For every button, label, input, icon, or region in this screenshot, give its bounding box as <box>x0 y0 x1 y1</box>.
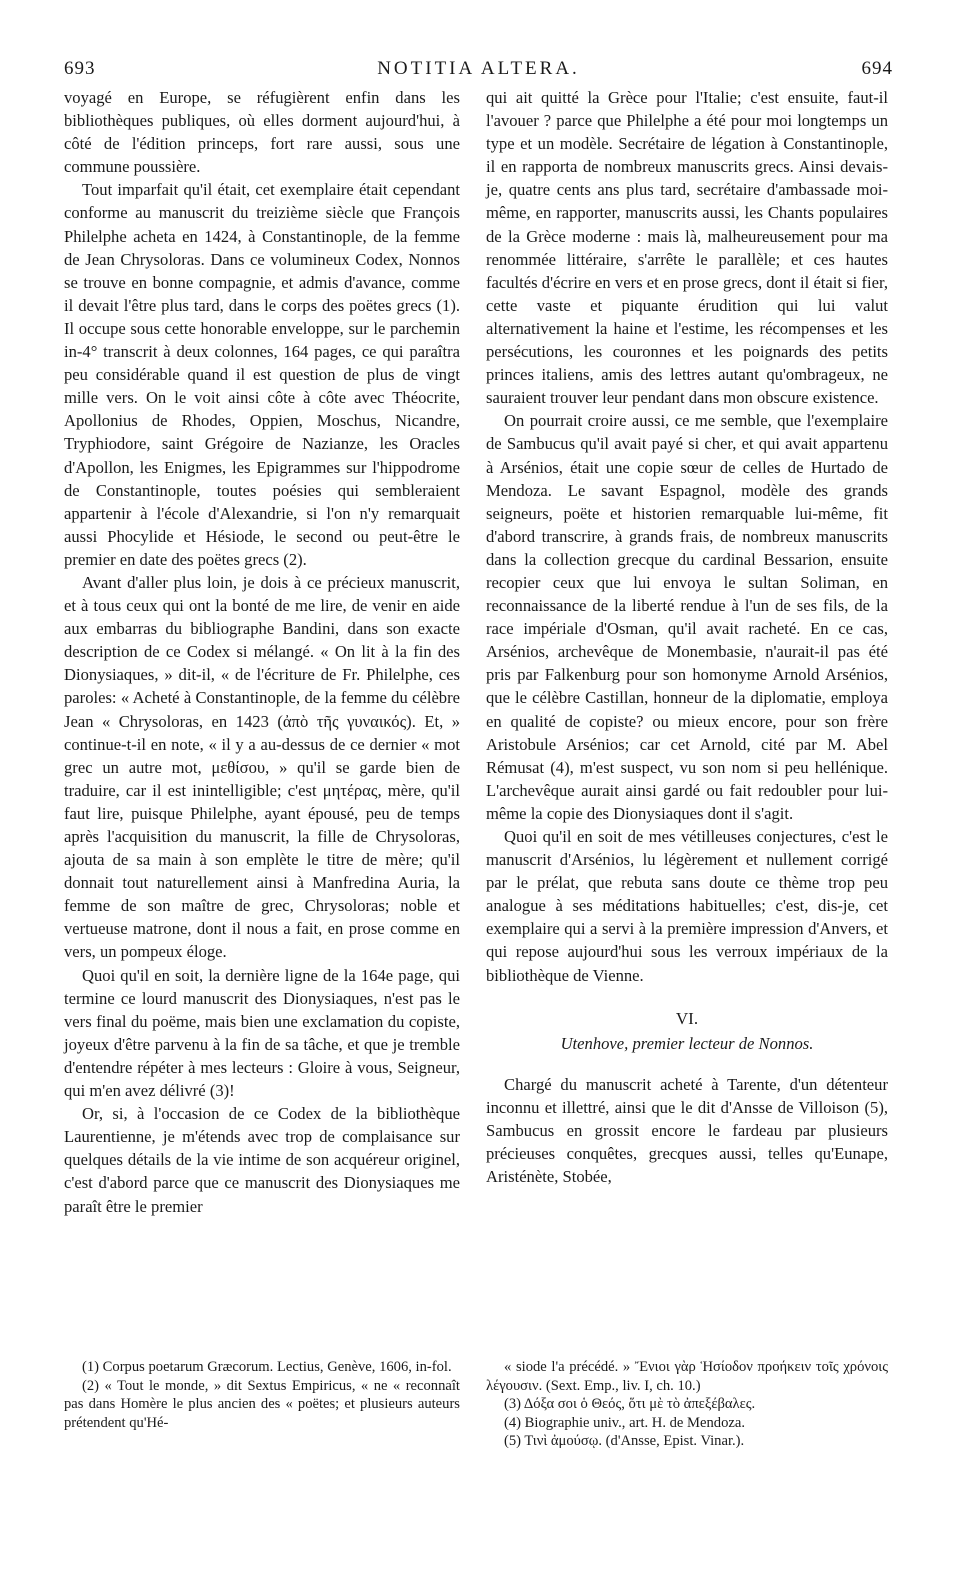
footnote: (3) Δόξα σοι ὁ Θεός, ὅτι μὲ τὸ ἀπεξέβαλες. <box>504 1396 756 1413</box>
paragraph: Or, si, à l'occasion de ce Codex de la bibliothèque Laurentienne, je m'étends avec trop de complaisance sur quelques détails de la vie intime de son acquéreur originel, c'est d'abord parce que ce manuscrit des Dionysiaques me paraît être le premier <box>64 1104 460 1216</box>
footnote: (5) Τινὶ ἀμούσῳ. (d'Ansse, Epist. Vinar.). <box>504 1433 745 1450</box>
running-header <box>64 58 893 84</box>
footnote: (1) Corpus poetarum Græcorum. Lectius, Genève, 1606, in-fol. <box>82 1359 452 1375</box>
paragraph: Chargé du manuscrit acheté à Tarente, d'un détenteur inconnu et illettré, ainsi que le dit d'Ansse de Villoison (5), Sambucus en grossit encore le fardeau par plusieurs précieuses conquêtes, grecques aussi, telles qu'Eunape, Aristénète, Stobée, <box>486 1074 888 1187</box>
footnote: (4) Biographie univ., art. H. de Mendoza. <box>504 1414 745 1431</box>
section-title: Utenhove, premier lecteur de Nonnos. <box>560 1033 814 1053</box>
paragraph: Avant d'aller plus loin, je dois à ce précieux manuscrit, et à tous ceux qui ont la bonté de me lire, de venir en aide aux embarras du bibliographe Bandini, dans son exacte description de ce Codex si mélangé. « On lit à la fin des Dionysiaques, » dit-il, « de l'écriture de Fr. Philelphe, ces paroles: « Acheté à Constantinople, de la femme du célèbre Jean « Chrysoloras, en 1423 (ἀπὸ τῆς γυναικός). Et, » continue-t-il en note, « il y a au-dessus de ce dernier « mot grec un autre mot, μεθίσου, » qu'il se garde bien de traduire, car il est inintelligible; c'est μητέρας, mère, qu'il faut lire, puisque Philelphe, ayant épousé, peu de temps après l'acquisition du manuscrit, la fille de Chrysoloras, ajouta de sa main à son emplète le titre de mère; qu'il donnait tout naturellement ainsi à Manfredina Auria, la femme de son maître de grec, Chrysoloras; noble et vertueuse matrone, dont il nous a fait, en prose comme en vers, un pompeux éloge. <box>64 572 460 962</box>
footnotes-right <box>486 1358 888 1451</box>
footnote: « siode l'a précédé. » Ἔνιοι γὰρ Ἡσίοδον προήκειν τοῖς χρόνοις λέγουσιν. (Sext. Emp., liv. I, ch. 10.) <box>486 1359 888 1394</box>
footnotes-left <box>64 1358 460 1432</box>
paragraph: qui ait quitté la Grèce pour l'Italie; c'est ensuite, faut-il l'avouer ? parce que Philelphe a été pour moi longtemps un type et un modèle. Secrétaire de légation à Constantinople, il en rapporta de nombreux manuscrits grecs. Ainsi devais-je, quatre cents ans plus tard, secrétaire d'ambassade moi-même, en rapporter, manuscrits aussi, les Chants populaires de la Grèce moderne : mais là, malheureusement pour ma renommée littéraire, s'arrête le parallèle; et ces hautes facultés d'écrire en vers et en prose grecs, dont il était si fier, cette vaste et piquante érudition qui lui valut alternativement la haine et l'estime, les récompenses et les persécutions, les couronnes et les poignards des petits princes italiens, amis des lettres autant qu'ombrageux, ne sauraient trouver leur pendant dans mon obscure existence. <box>486 88 888 408</box>
right-column <box>486 86 888 1188</box>
page-number-right: 694 <box>861 58 893 79</box>
paragraph: On pourrait croire aussi, ce me semble, que l'exemplaire de Sambucus qu'il avait payé si cher, et qui avait appartenu à Arsénios, était une copie sœur de celles de Hurtado de Mendoza. Le savant Espagnol, modèle des grands seigneurs, poëte et historien remarquable lui-même, fit d'abord transcrire, à grands frais, de nombreux manuscrits dans la collection grecque du cardinal Bessarion, ensuite recopier ceux que lui envoya le sultan Soliman, en reconnaissance de la liberté rendue à l'un de ses fils, de la race impériale d'Osman, qu'il avait racheté. En ce cas, Arsénios, archevêque de Monembasie, n'aurait-il pas été pris par Falkenburg pour son homonyme Arnold Arsénios, que le célèbre Castillan, honneur de la diplomatie, employa en qualité de copiste? ou mieux encore, pour son frère Aristobule Arsénios; car cet Arnold, cité par M. Abel Rémusat (4), m'est suspect, vu son nom si peu hellénique. L'archevêque aurait ainsi gardé ou fait redoubler pour lui-même la copie des Dionysiaques dont il s'agit. <box>486 411 888 823</box>
left-column <box>64 86 460 1218</box>
paragraph: voyagé en Europe, se réfugièrent enfin dans les bibliothèques publiques, où elles dorment aujourd'hui, à côté de l'édition princeps, fort rare aussi, sous une commune poussière. <box>64 88 460 177</box>
paragraph: Tout imparfait qu'il était, cet exemplaire était cependant conforme au manuscrit du treizième siècle que François Philelphe acheta en 1424, à Constantinople, de la femme de Jean Chrysoloras. Dans ce volumineux Codex, Nonnos se trouve en bonne compagnie, et admis d'avance, comme il devait l'être plus tard, dans le corps des poëtes grecs (1). Il occupe sous cette honorable enveloppe, sur le parchemin in-4° transcrit à deux colonnes, 164 pages, ce qui paraîtra peu considérable quand il est question de plus de vingt mille vers. On le voit ainsi côte à côte avec Théocrite, Apollonius de Rhodes, Oppien, Moschus, Nicandre, Tryphiodore, saint Grégoire de Nazianze, les Oracles d'Apollon, les Enigmes, les Epigrammes sur l'hippodrome de Constantinople, toutes poésies qui sembleraient appartenir à l'école d'Alexandrie, si l'on n'y remarquait aussi Phocylide et Hésiode, le second ou peut-être le premier en date des poëtes grecs (2). <box>64 180 460 569</box>
running-title: NOTITIA ALTERA. <box>377 58 580 79</box>
paragraph: Quoi qu'il en soit de mes vétilleuses conjectures, c'est le manuscrit d'Arsénios, lu légèrement et nullement corrigé par le prélat, que rebuta sans doute ce thème trop peu analogue à ses méditations habituelles; c'est, dis-je, cet exemplaire qui a servi à la première impression d'Anvers, et qui repose aujourd'hui sous les verroux impériaux de la bibliothèque de Vienne. <box>486 827 888 985</box>
page-number-left: 693 <box>64 58 96 79</box>
section-number: VI. <box>675 1008 699 1028</box>
paragraph: Quoi qu'il en soit, la dernière ligne de la 164e page, qui termine ce lourd manuscrit des Dionysiaques, n'est pas le vers final du poëme, mais bien une exclamation du copiste, joyeux d'être parvenu à la fin de sa tâche, et que je tremble d'entendre répéter à mes lecteurs : Gloire à vous, Seigneur, qui m'en avez délivré (3)! <box>64 965 460 1101</box>
footnote: (2) « Tout le monde, » dit Sextus Empiricus, « ne « reconnaît pas dans Homère le plus ancien des « poëtes; et plusieurs auteurs prétendent qu'Hé- <box>64 1377 460 1431</box>
